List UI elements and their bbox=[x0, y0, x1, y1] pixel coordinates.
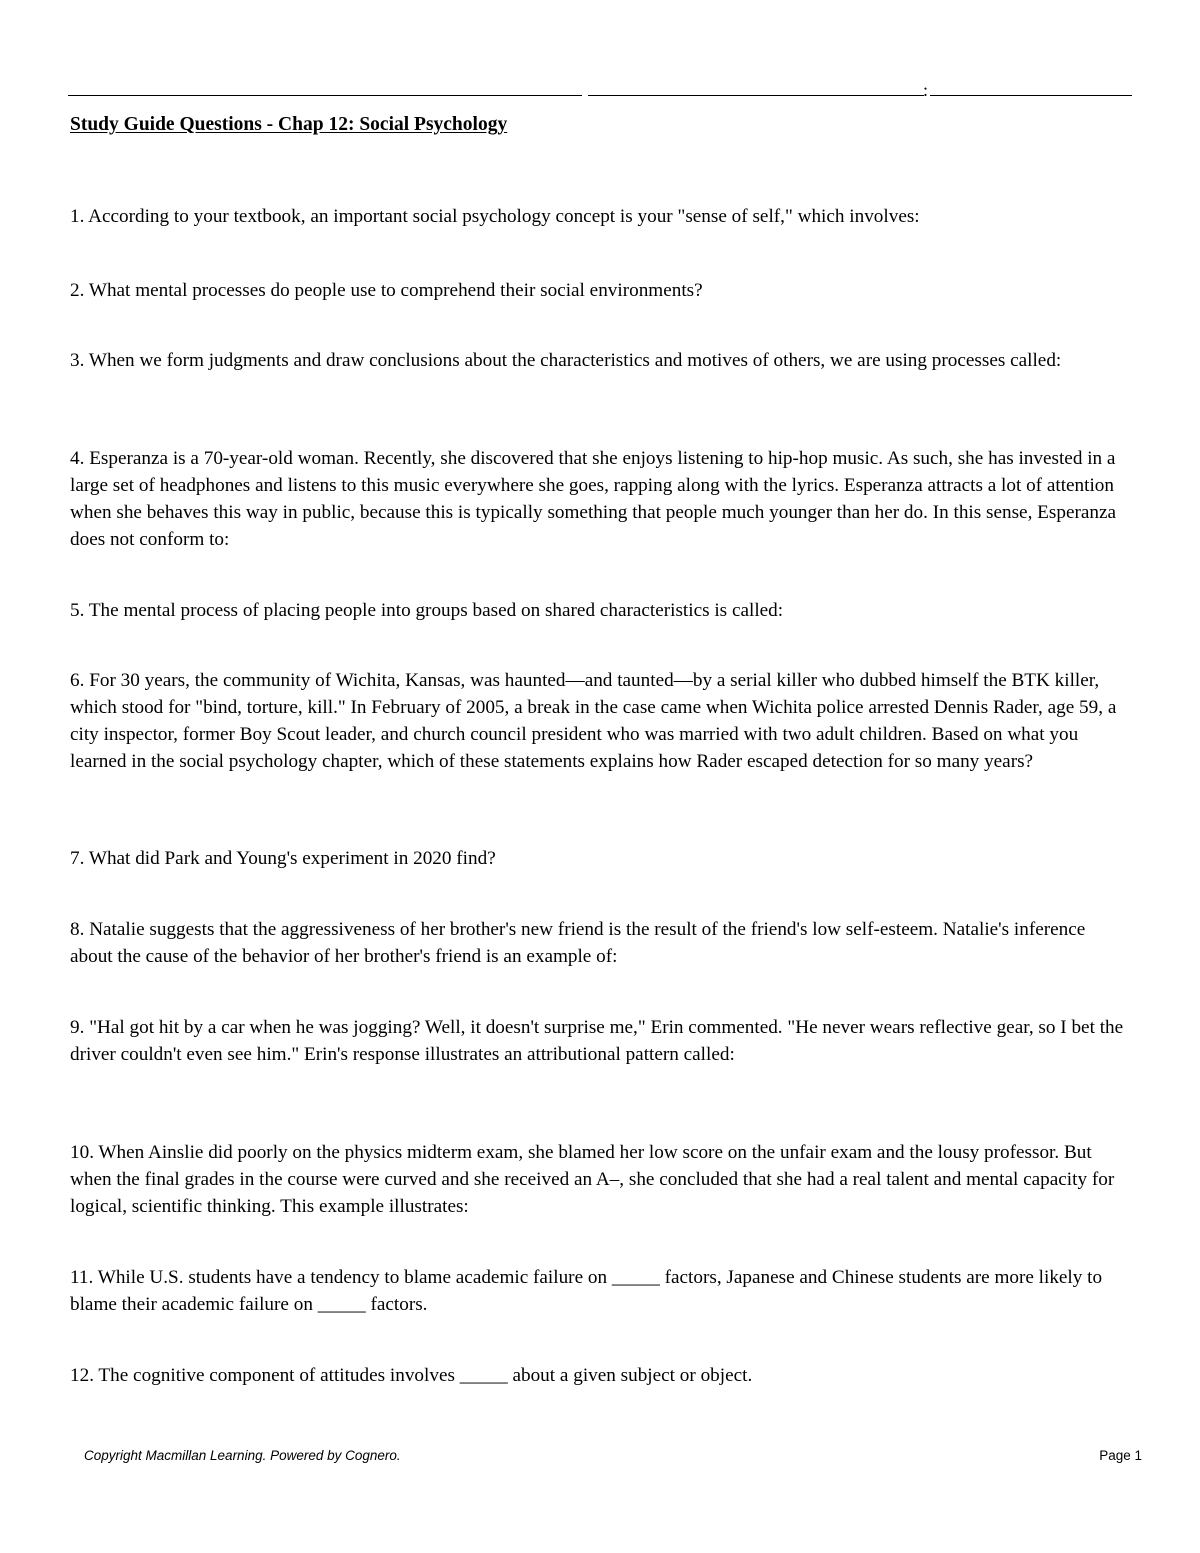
question-3: 3. When we form judgments and draw conclusions about the characteristics and motives of others, we are using processes called: bbox=[70, 350, 1062, 371]
question-2: 2. What mental processes do people use to comprehend their social environments? bbox=[70, 280, 703, 301]
name-date-header-lines bbox=[68, 78, 1132, 100]
page-title: Study Guide Questions - Chap 12: Social Psychology bbox=[70, 114, 508, 135]
question-10: 10. When Ainslie did poorly on the physics midterm exam, she blamed her low score on the unfair exam and the lousy professor. But when the final grades in the course were curved and she received an A–, she concluded that she had a real talent and mental capacity for logical, scientific thinking. This example illustrates: bbox=[70, 1142, 1115, 1217]
question-11: 11. While U.S. students have a tendency to blame academic failure on _____ factors, Japanese and Chinese students are more likely to blame their academic failure on _____ factors. bbox=[70, 1267, 1103, 1315]
question-9: 9. "Hal got hit by a car when he was jogging? Well, it doesn't surprise me," Erin commented. "He never wears reflective gear, so I bet the driver couldn't even see him." Erin's response illustrates an attributional pattern called: bbox=[70, 1017, 1124, 1065]
copyright-notice: Copyright Macmillan Learning. Powered by Cognero. bbox=[84, 1448, 401, 1463]
class-blank-line bbox=[588, 95, 924, 96]
question-4: 4. Esperanza is a 70-year-old woman. Recently, she discovered that she enjoys listening to hip-hop music. As such, she has invested in a large set of headphones and listens to this music everywhere she goes, rapping along with the lyrics. Esperanza attracts a lot of attention when she behaves this way in public, because this is typically something that people much younger than her do. In this sense, Esperanza does not conform to: bbox=[70, 448, 1116, 550]
question-12: 12. The cognitive component of attitudes involves _____ about a given subject or object. bbox=[70, 1365, 753, 1386]
question-8: 8. Natalie suggests that the aggressiveness of her brother's new friend is the result of the friend's low self-esteem. Natalie's inference about the cause of the behavior of her brother's friend is an example of: bbox=[70, 919, 1086, 967]
question-5: 5. The mental process of placing people into groups based on shared characteristics is called: bbox=[70, 600, 784, 621]
date-blank-line bbox=[930, 95, 1132, 96]
question-6: 6. For 30 years, the community of Wichita, Kansas, was haunted—and taunted—by a serial killer who dubbed himself the BTK killer, which stood for "bind, torture, kill." In February of 2005, a break in the case came when Wichita police arrested Dennis Rader, age 59, a city inspector, former Boy Scout leader, and church council president who was married with two adult children. Based on what you learned in the social psychology chapter, which of these statements explains how Rader escaped detection for so many years? bbox=[70, 670, 1117, 772]
header-colon: : bbox=[923, 80, 929, 100]
question-7: 7. What did Park and Young's experiment in 2020 find? bbox=[70, 848, 496, 869]
page-number: Page 1 bbox=[1099, 1448, 1142, 1463]
question-1: 1. According to your textbook, an important social psychology concept is your "sense of self," which involves: bbox=[70, 206, 920, 227]
name-blank-line bbox=[68, 95, 582, 96]
